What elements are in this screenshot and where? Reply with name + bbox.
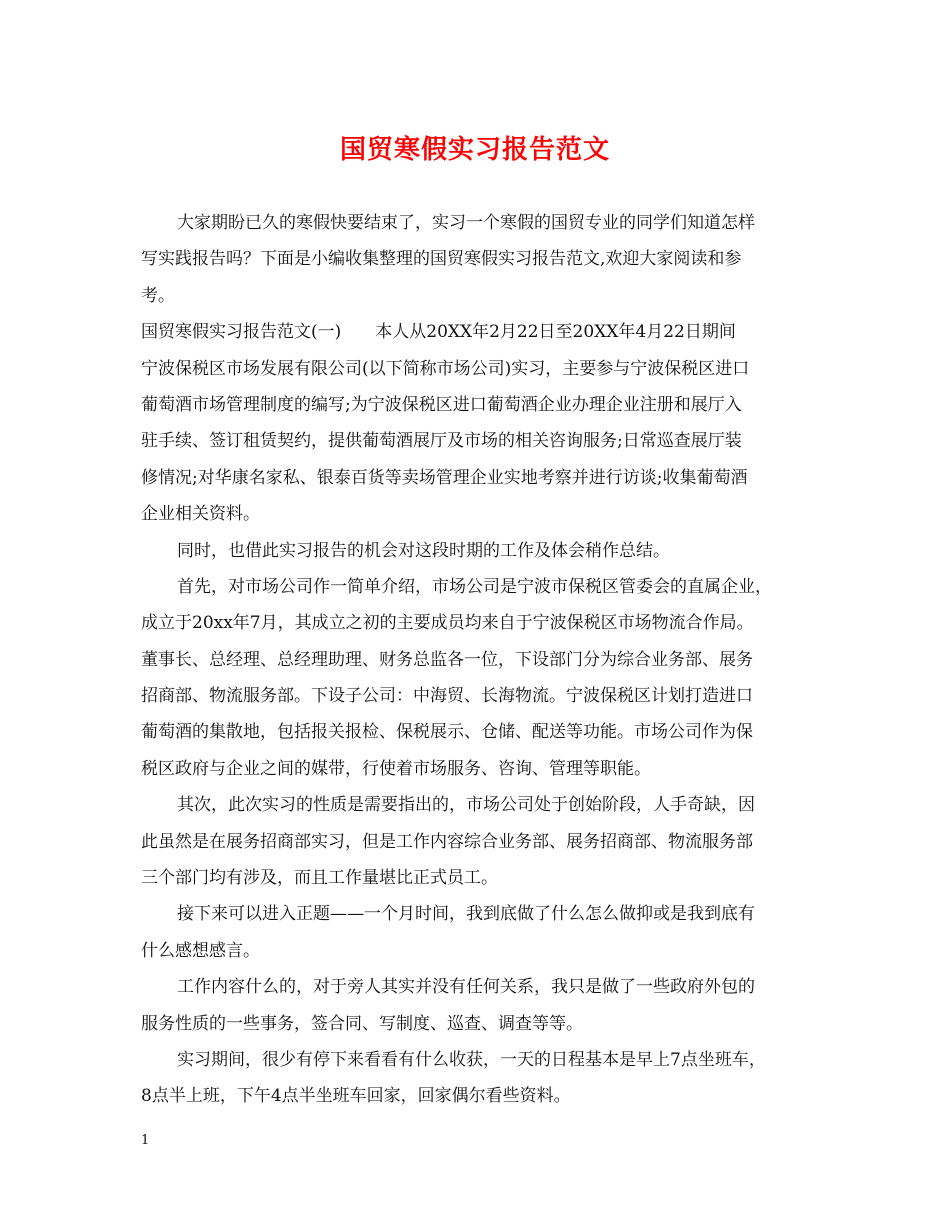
body-line: 招商部、物流服务部。下设子公司：中海贸、长海物流。宁波保税区计划打造进口 — [141, 686, 753, 707]
body-line: 此虽然是在展务招商部实习，但是工作内容综合业务部、展务招商部、物流服务部 — [141, 831, 753, 852]
body-line: 考。 — [141, 285, 175, 306]
body-line: 企业相关资料。 — [141, 504, 260, 525]
body-line: 写实践报告吗？下面是小编收集整理的国贸寒假实习报告范文,欢迎大家阅读和参 — [141, 249, 742, 270]
body-line: 什么感想感言。 — [141, 940, 260, 961]
body-line: 葡萄酒的集散地，包括报关报检、保税展示、仓储、配送等功能。市场公司作为保 — [141, 722, 753, 743]
body-line: 税区政府与企业之间的媒带，行使着市场服务、咨询、管理等职能。 — [141, 758, 651, 779]
body-line: 接下来可以进入正题——一个月时间，我到底做了什么怎么做抑或是我到底有 — [177, 904, 755, 925]
body-line: 工作内容什么的，对于旁人其实并没有任何关系，我只是做了一些政府外包的 — [177, 977, 755, 998]
page-number: 1 — [141, 1133, 150, 1148]
body-line: 8点半上班，下午4点半坐班车回家，回家偶尔看些资料。 — [141, 1086, 571, 1107]
body-line: 大家期盼已久的寒假快要结束了，实习一个寒假的国贸专业的同学们知道怎样 — [177, 213, 755, 233]
body-line: 国贸寒假实习报告范文(一) 本人从20XX年2月22日至20XX年4月22日期间 — [141, 322, 736, 343]
body-line: 其次，此次实习的性质是需要指出的，市场公司处于创始阶段，人手奇缺，因 — [177, 795, 755, 816]
body-line: 服务性质的一些事务，签合同、写制度、巡查、调查等等。 — [141, 1013, 583, 1034]
body-line: 董事长、总经理、总经理助理、财务总监各一位，下设部门分为综合业务部、展务 — [141, 649, 753, 670]
body-line: 修情况;对华康名家私、银泰百货等卖场管理企业实地考察并进行访谈;收集葡萄酒 — [141, 467, 748, 488]
body-line: 成立于20xx年7月，其成立之初的主要成员均来自于宁波保税区市场物流合作局。 — [141, 613, 754, 634]
body-line: 宁波保税区市场发展有限公司(以下简称市场公司)实习，主要参与宁波保税区进口 — [141, 358, 750, 379]
document-title: 国贸寒假实习报告范文 — [339, 135, 610, 165]
document-body — [141, 205, 825, 1115]
body-line: 三个部门均有涉及，而且工作量堪比正式员工。 — [141, 868, 498, 889]
body-line: 驻手续、签订租赁契约，提供葡萄酒展厅及市场的相关咨询服务;日常巡查展厅装 — [141, 431, 742, 452]
body-line: 实习期间，很少有停下来看看有什么收获，一天的日程基本是早上7点坐班车， — [177, 1049, 766, 1070]
body-line: 葡萄酒市场管理制度的编写;为宁波保税区进口葡萄酒企业办理企业注册和展厅入 — [141, 394, 742, 415]
body-line: 首先，对市场公司作一简单介绍，市场公司是宁波市保税区管委会的直属企业， — [177, 576, 772, 597]
body-line: 同时，也借此实习报告的机会对这段时期的工作及体会稍作总结。 — [177, 540, 670, 561]
